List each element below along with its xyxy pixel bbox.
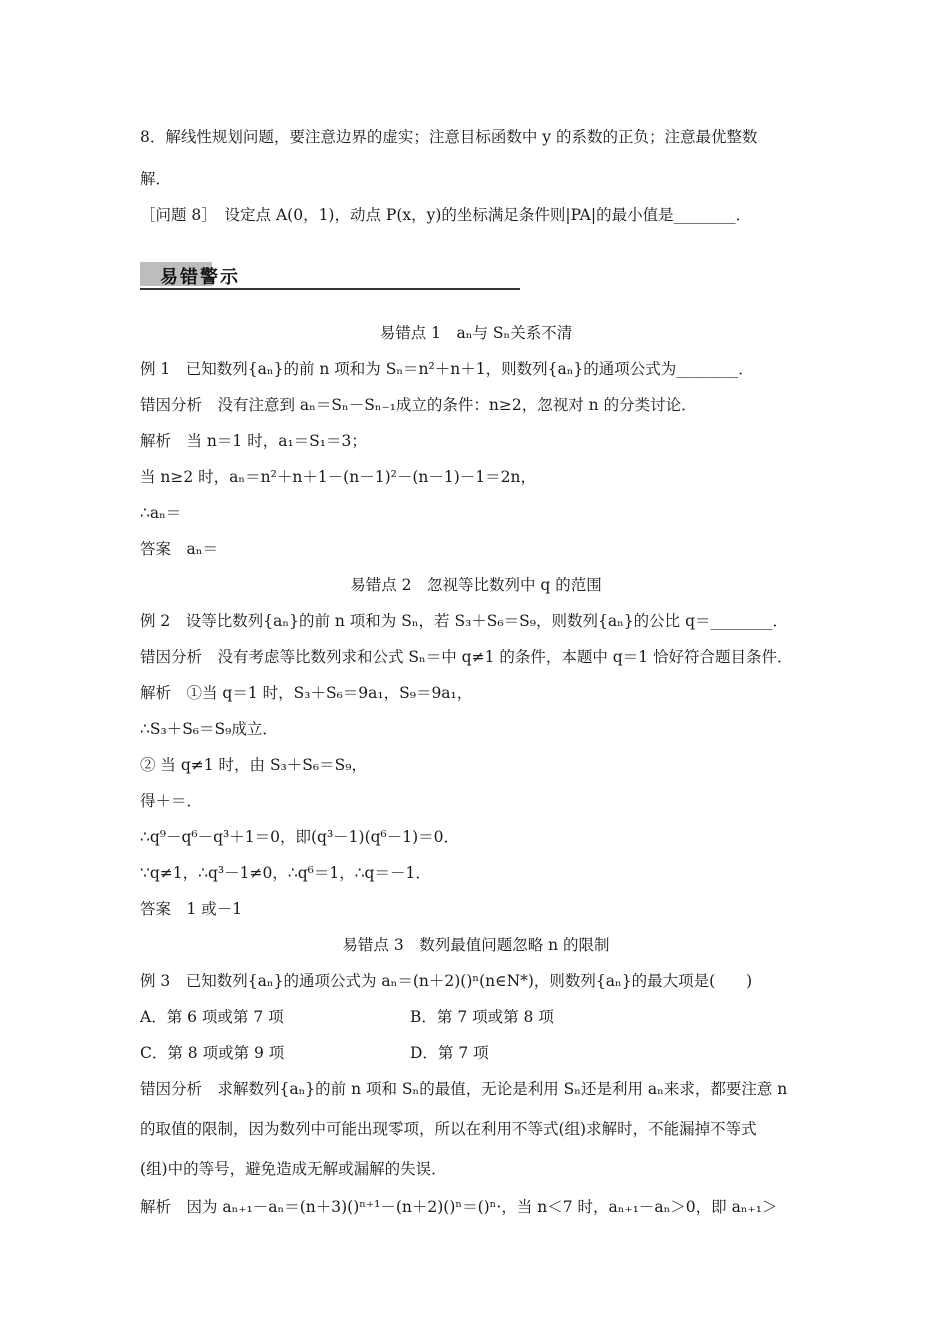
- error-analysis-2: 错因分析 没有考虑等比数列求和公式 Sₙ＝中 q≠1 的条件，本题中 q＝1 恰好符合题目条件．: [140, 648, 793, 666]
- section-underline: [140, 288, 520, 290]
- solution-2-line-1: 解析 ①当 q＝1 时，S₃＋S₆＝9a₁，S₉＝9a₁，: [140, 684, 473, 702]
- solution-2-line-4: 得＋＝．: [140, 792, 203, 810]
- rule-8-line-1: 8．解线性规划问题，要注意边界的虚实；注意目标函数中 y 的系数的正负；注意最优整数: [140, 128, 758, 146]
- section-title: 易错警示: [160, 267, 240, 288]
- error-analysis-3-line-3: (组)中的等号，避免造成无解或漏解的失误．: [140, 1160, 447, 1178]
- error-analysis-3-line-2: 的取值的限制，因为数列中可能出现零项，所以在利用不等式(组)求解时，不能漏掉不等式: [140, 1120, 757, 1138]
- solution-2-line-3: ② 当 q≠1 时，由 S₃＋S₆＝S₉，: [140, 756, 367, 774]
- solution-2-line-2: ∴S₃＋S₆＝S₉成立．: [140, 720, 278, 738]
- option-b: B．第 7 项或第 8 项: [410, 1008, 554, 1026]
- error-analysis-1: 错因分析 没有注意到 aₙ＝Sₙ－Sₙ₋₁成立的条件：n≥2，忽视对 n 的分类讨论．: [140, 396, 697, 414]
- error-analysis-3-line-1: 错因分析 求解数列{aₙ}的前 n 项和 Sₙ的最值，无论是利用 Sₙ还是利用 aₙ来求，都要注意 n: [140, 1080, 788, 1098]
- section-header: [140, 262, 520, 290]
- solution-2-line-5: ∴q⁹－q⁶－q³＋1＝0，即(q³－1)(q⁶－1)＝0．: [140, 828, 460, 846]
- pitfall-1-heading: 易错点 1 aₙ与 Sₙ关系不清: [379, 324, 573, 342]
- solution-2-line-6: ∵q≠1，∴q³－1≠0，∴q⁶＝1，∴q＝－1．: [140, 864, 431, 882]
- question-8: ［问题 8］ 设定点 A(0，1)，动点 P(x，y)的坐标满足条件则|PA|的最小值是________．: [140, 206, 752, 224]
- example-3: 例 3 已知数列{aₙ}的通项公式为 aₙ＝(n＋2)()ⁿ(n∈N*)，则数列{aₙ}的最大项是( ): [140, 972, 753, 990]
- answer-1: 答案 aₙ＝: [140, 540, 218, 558]
- pitfall-3-heading: 易错点 3 数列最值问题忽略 n 的限制: [342, 936, 610, 954]
- rule-8-line-2: 解．: [140, 170, 172, 188]
- answer-2: 答案 1 或－1: [140, 900, 243, 918]
- pitfall-2-heading: 易错点 2 忽视等比数列中 q 的范围: [350, 576, 602, 594]
- option-c: C．第 8 项或第 9 项: [140, 1044, 285, 1062]
- option-a: A．第 6 项或第 7 项: [140, 1008, 284, 1026]
- solution-1-line-2: 当 n≥2 时，aₙ＝n²＋n＋1－(n－1)²－(n－1)－1＝2n，: [140, 468, 536, 486]
- example-1: 例 1 已知数列{aₙ}的前 n 项和为 Sₙ＝n²＋n＋1，则数列{aₙ}的通项公式为________．: [140, 360, 754, 378]
- example-2: 例 2 设等比数列{aₙ}的前 n 项和为 Sₙ，若 S₃＋S₆＝S₉，则数列{aₙ}的公比 q＝________．: [140, 612, 788, 630]
- solution-1-line-1: 解析 当 n＝1 时，a₁＝S₁＝3；: [140, 432, 367, 450]
- solution-1-line-3: ∴aₙ＝: [140, 504, 182, 522]
- option-d: D．第 7 项: [410, 1044, 489, 1062]
- solution-3-line-1: 解析 因为 aₙ₊₁－aₙ＝(n＋3)()ⁿ⁺¹－(n＋2)()ⁿ＝()ⁿ·，当 n＜7 时，aₙ₊₁－aₙ＞0，即 aₙ₊₁＞: [140, 1198, 778, 1216]
